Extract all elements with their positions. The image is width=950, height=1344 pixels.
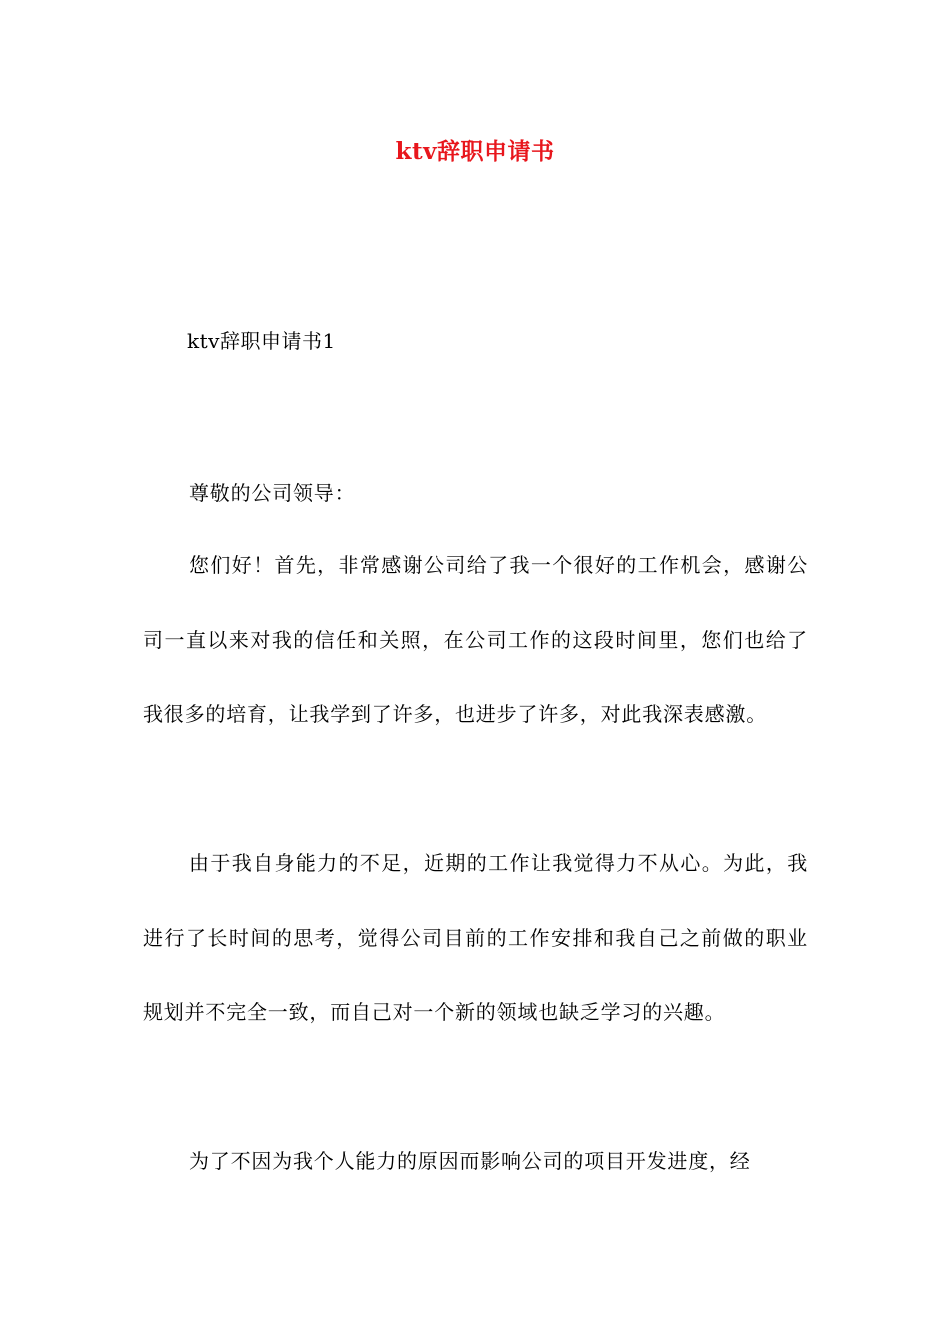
salutation: 尊敬的公司领导： <box>189 481 356 505</box>
paragraph-2: 由于我自身能力的不足，近期的工作让我觉得力不从心。为此，我进行了长时间的思考，觉得公司目前的工作安排和我自己之前做的职业规划并不完全一致，而自己对一个新的领域也缺乏学习的兴趣。 <box>143 851 808 1025</box>
document-title: ktv辞职申请书 <box>395 138 555 165</box>
document-subtitle: ktv辞职申请书1 <box>187 329 336 353</box>
paragraph-3: 为了不因为我个人能力的原因而影响公司的项目开发进度，经 <box>189 1149 751 1173</box>
paragraph-1: 您们好！首先，非常感谢公司给了我一个很好的工作机会，感谢公司一直以来对我的信任和关照，在公司工作的这段时间里，您们也给了我很多的培育，让我学到了许多，也进步了许多，对此我深表感激。 <box>143 553 808 727</box>
